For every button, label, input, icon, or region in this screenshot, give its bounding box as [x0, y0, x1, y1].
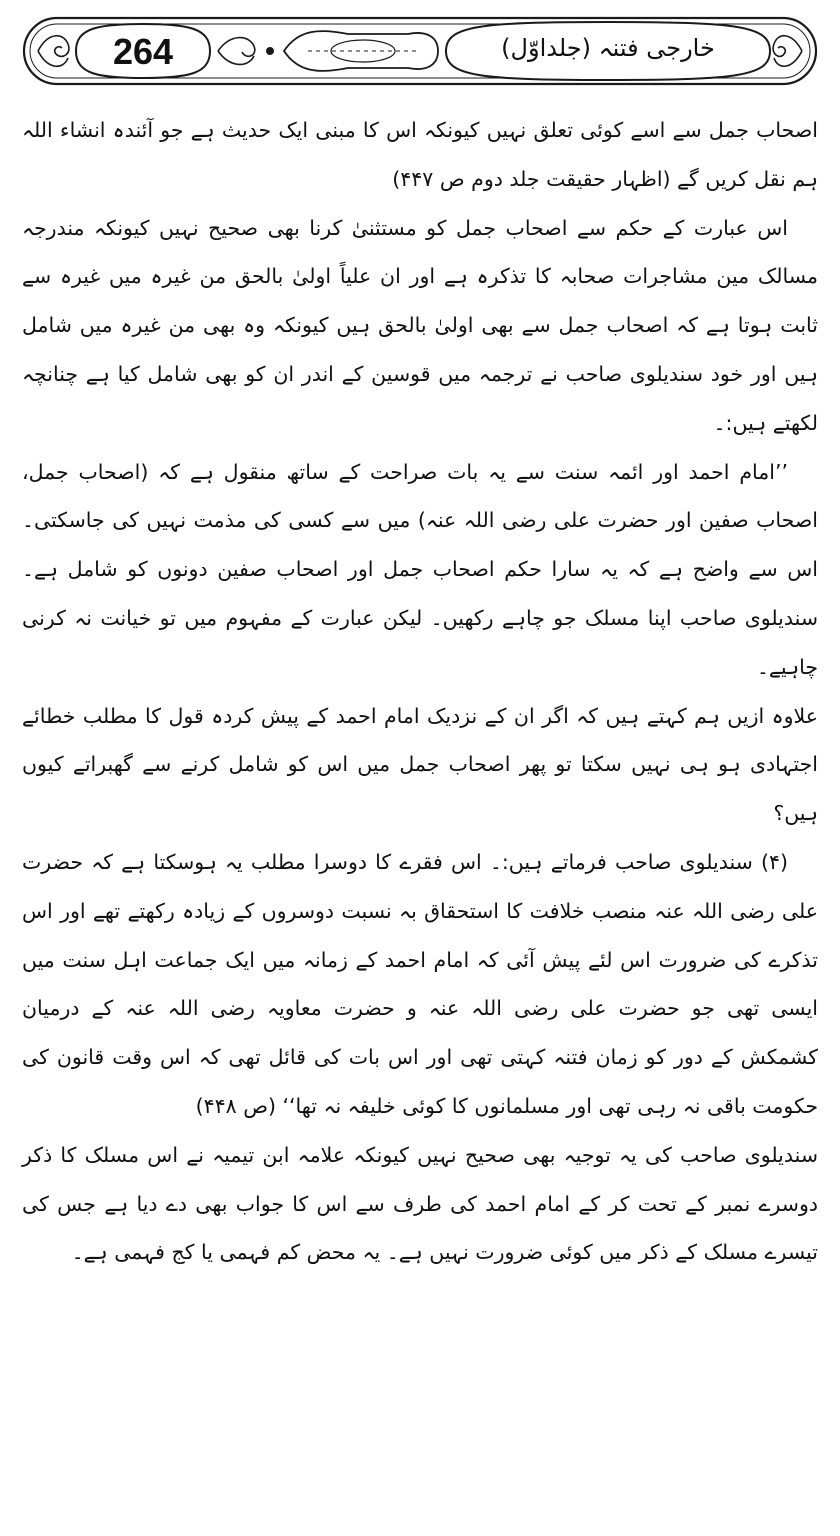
book-title: خارجی فتنہ (جلداوّل) [501, 34, 715, 62]
article-body [22, 106, 818, 1277]
paragraph: سندیلوی صاحب کی یہ توجیہ بھی صحیح نہیں کیونکہ علامہ ابن تیمیہ نے اس مسلک کا ذکر دوسرے نمبر کے تحت کر کے امام احمد کی طرف سے اس کا جواب بھی دے دیا ہے جس کی تیسرے مسلک کے ذکر میں کوئی ضرورت نہیں ہے۔ یہ محض کم فہمی یا کج فہمی ہے۔ [22, 1142, 818, 1265]
paragraph: اصحاب جمل سے اسے کوئی تعلق نہیں کیونکہ اس کا مبنی ایک حدیث ہے جو آئندہ انشاء اللہ ہم نقل کریں گے (اظہار حقیقت جلد دوم ص ۴۴۷) [22, 118, 818, 191]
paragraph: اس عبارت کے حکم سے اصحاب جمل کو مستثنیٰ کرنا بھی صحیح نہیں کیونکہ مندرجہ مسالک مین مشاجرات صحابہ کا تذکرہ ہے اور ان علیاً اولیٰ بالحق من غیرہ میں غیرہ سے ثابت ہوتا ہے کہ اصحاب جمل سے بھی اولیٰ بالحق ہیں کیونکہ وہ بھی من غیرہ میں شامل ہیں اور خود سندیلوی صاحب نے ترجمہ میں قوسین کے اندر ان کو بھی شامل کیا ہے چنانچہ لکھتے ہیں:۔ [22, 215, 818, 435]
page-header [18, 10, 822, 92]
paragraph: علاوہ ازیں ہم کہتے ہیں کہ اگر ان کے نزدیک امام احمد کے پیش کردہ قول کا مطلب خطائے اجتہادی ہو ہی نہیں سکتا تو پھر اصحاب جمل میں اس کو شامل کرنے سے گھبراتے کیوں ہیں؟ [22, 703, 818, 826]
paragraph: (۴) سندیلوی صاحب فرماتے ہیں:۔ اس فقرے کا دوسرا مطلب یہ ہوسکتا ہے کہ حضرت علی رضی اللہ عنہ منصب خلافت کا استحقاق بہ نسبت دوسروں کے زیادہ رکھتے تھے اور اس تذکرے کی ضرورت اس لئے پیش آئی کہ امام احمد کے زمانہ میں ایک جماعت اہل سنت میں ایسی تھی جو حضرت علی رضی اللہ عنہ و حضرت معاویہ رضی اللہ عنہ کے درمیان کشمکش کے دور کو زمان فتنہ کہتی تھی اور اس بات کی قائل تھی کہ اس وقت قانون کی حکومت باقی نہ رہی تھی اور مسلمانوں کا کوئی خلیفہ نہ تھا‘‘ (ص ۴۴۸) [22, 849, 818, 1118]
quoted-paragraph: ’’امام احمد اور ائمہ سنت سے یہ بات صراحت کے ساتھ منقول ہے کہ (اصحاب جمل، اصحاب صفین اور حضرت علی رضی اللہ عنہ) میں سے کسی کی مذمت نہیں کی جاسکتی۔ اس سے واضح ہے کہ یہ سارا حکم اصحاب جمل اور اصحاب صفین دونوں کو شامل ہے۔ سندیلوی صاحب اپنا مسلک جو چاہے رکھیں۔ لیکن عبارت کے مفہوم میں تو خیانت نہ کرنی چاہیے۔ [22, 459, 818, 679]
page-number: 264 [112, 31, 174, 72]
